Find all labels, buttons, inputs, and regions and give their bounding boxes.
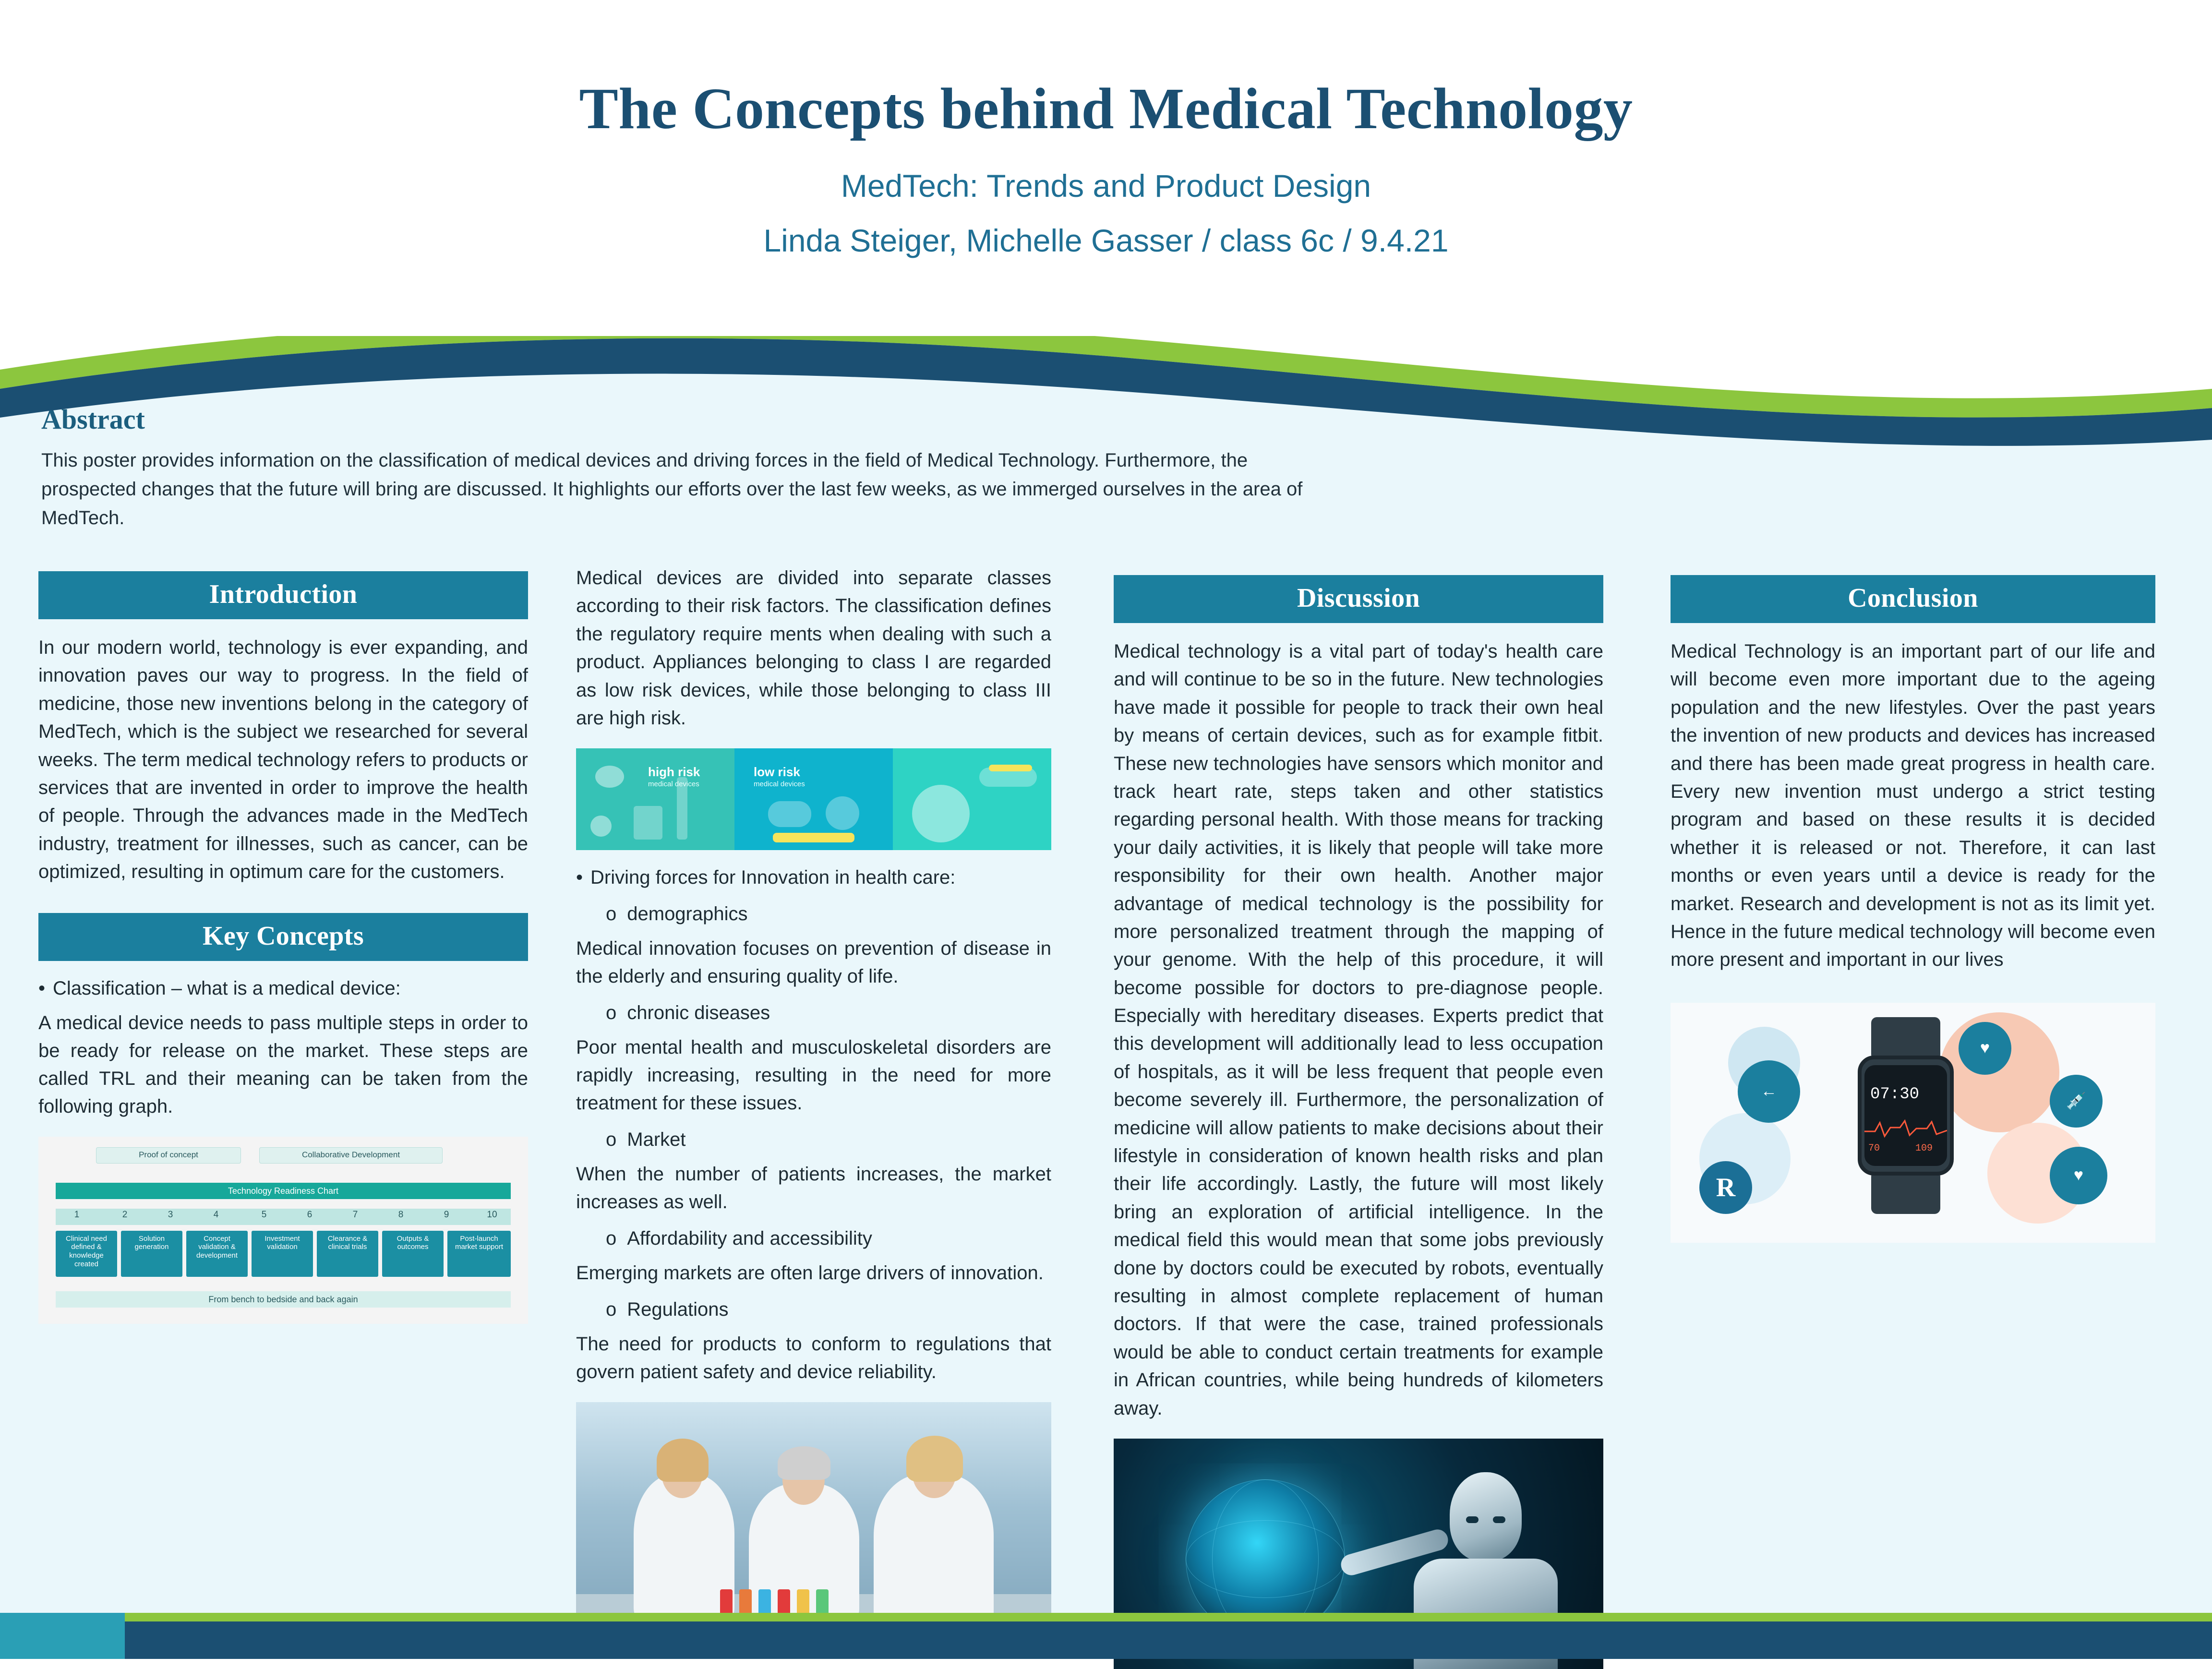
yellow-bar-decor (773, 833, 854, 842)
driving-force-label-1: chronic diseases (627, 1002, 770, 1024)
abstract-section (41, 403, 1337, 532)
risk-caption-high: medical devices (648, 780, 699, 789)
trl-number-6: 7 (352, 1209, 358, 1220)
footer-teal-accent (0, 1613, 125, 1659)
robot-eye-left (1466, 1516, 1479, 1523)
trl-footer-label: From bench to bedside and back again (56, 1291, 511, 1308)
globe-gridline-equator (1186, 1520, 1345, 1598)
yellow-tag-decor (989, 765, 1032, 771)
robot-eye-right (1493, 1516, 1505, 1523)
risk-label-high: high risk (648, 765, 700, 780)
robot-head (1450, 1472, 1522, 1561)
watch-strap-top (1871, 1017, 1940, 1060)
bullet-dot-icon: • (38, 977, 46, 999)
scientist-center-hair (778, 1446, 830, 1480)
trl-number-7: 8 (398, 1209, 404, 1220)
driving-forces-bullet (576, 864, 1051, 891)
abstract-heading: Abstract (41, 404, 145, 435)
smartwatch-medtech-collage (1671, 1003, 2155, 1243)
circle-bullet-icon: o (606, 903, 617, 925)
syringe-icon: 💉 (2050, 1075, 2103, 1128)
watch-metric-left: 70 (1868, 1142, 1880, 1154)
trl-number-3: 4 (213, 1209, 219, 1220)
circle-bullet-icon: o (606, 1129, 617, 1151)
trl-stage-3: Investment validation (252, 1231, 313, 1277)
trl-stage-2: Concept validation & development (186, 1231, 248, 1277)
driving-forces-label: Driving forces for Innovation in health care: (590, 867, 956, 889)
trl-stage-0: Clinical need defined & knowledge created (56, 1231, 117, 1277)
driving-force-text-1: Poor mental health and musculoskeletal disorders are rapidly increasing, resulting in the need for more treatment for these issues. (576, 1037, 1051, 1114)
driving-force-label-3: Affordability and accessibility (627, 1228, 872, 1249)
discussion-heading: Discussion (1114, 575, 1603, 623)
trl-stage-1: Solution generation (121, 1231, 182, 1277)
column-four (1671, 571, 2155, 1243)
driving-force-item-4 (576, 1296, 1051, 1323)
scientist-left-hair (657, 1439, 709, 1482)
discussion-text: Medical technology is a vital part of today's health care and will continue to be so in the future. New technologies have made it possible for people to track their own heal by means of certain devices, such as for example fitbit. These new technologies have sensors which monitor and track heart rate, steps taken and other statistics regarding personal health. With those means for tracking your daily activities, it is likely that people will take more responsibility for their own health. Another major advantage of medical technology is the possibility for more personalized treatment through the mapping of your genome. With the help of this procedure, it will become possible for doctors to pre-diagnose people. Especially with hereditary diseases. Experts predict that this development will additionally lead to less occupation of hospitals, as it will be less frequent that people even become severely ill. Furthermore, the personalization of medicine will allow patients to make decisions about their lifestyle in consideration of known health risks and plan their life accordingly. Lastly, the future will most likely bring an exploration of artificial intelligence. In the medical field this would mean that some jobs previously done by doctors could be executed by robots, eventually resulting in almost complete replacement of human doctors. If that were the case, trained professionals would be able to conduct certain treatments for example in African countries, while being hundreds of kilometers away. (1114, 641, 1603, 1419)
trl-number-5: 6 (307, 1209, 313, 1220)
circle-bullet-icon: o (606, 1299, 617, 1321)
abstract-text: This poster provides information on the classification of medical devices and driving forces in the field of Medical Technology. Furthermore, the prospected changes that the future will bring are discussed. It highlights our efforts over the last few weeks, as we immerged ourselves in the area of MedTech. (41, 450, 1303, 528)
key-concepts-bullet (38, 974, 528, 1002)
risk-label-low: low risk (754, 765, 800, 780)
driving-force-item-3 (576, 1225, 1051, 1252)
trl-number-8: 9 (444, 1209, 449, 1220)
scientist-right-hair (906, 1436, 963, 1482)
trl-pill-1: Collaborative Development (259, 1147, 443, 1164)
poster-header (0, 0, 2212, 336)
heartbeat-icon: ♥ (1959, 1022, 2011, 1075)
laboratory-researchers-photo (576, 1402, 1051, 1637)
lab-photo-figure (576, 1402, 1051, 1637)
introduction-heading: Introduction (38, 571, 528, 619)
introduction-text: In our modern world, technology is ever expanding, and innovation paves our way to progress. In the field of medicine, those new inventions belong in the category of MedTech, which is the subject we researched for several weeks. The term medical technology refers to products or services that are invented in order to improve the health of people. Through the advances made in the MedTech industry, treatment for illnesses, such as cancer, can be optimized, resulting in optimum care for the customers. (38, 637, 528, 883)
watch-ecg-graph (1864, 1117, 1947, 1138)
watch-metric-right: 109 (1915, 1142, 1933, 1154)
circle-bullet-icon: o (606, 1002, 617, 1024)
poster-footer-bar (0, 1613, 2212, 1659)
prescription-rx-icon: R (1699, 1161, 1752, 1214)
trl-stage-4: Clearance & clinical trials (317, 1231, 378, 1277)
conclusion-heading: Conclusion (1671, 575, 2155, 623)
column-two (576, 564, 1051, 1637)
arrow-left-icon: ← (1738, 1060, 1800, 1123)
trl-figure (38, 1137, 528, 1324)
driving-force-text-0: Medical innovation focuses on prevention of disease in the elderly and ensuring quality of life. (576, 938, 1051, 987)
driving-force-label-2: Market (627, 1129, 686, 1151)
page-title: The Concepts behind Medical Technology (579, 76, 1633, 141)
classification-text: Medical devices are divided into separate classes according to their risk factors. The classification defines the regulatory require ments when dealing with such a product. Appliances belonging to class I are regarded as low risk devices, while those belonging to class III are high risk. (576, 567, 1051, 729)
key-concepts-bullet-label: Classification – what is a medical device: (53, 977, 401, 999)
trl-band-label: Technology Readiness Chart (56, 1183, 511, 1199)
circle-bullet-icon: o (606, 1228, 617, 1249)
trl-number-9: 10 (487, 1209, 497, 1220)
trl-number-0: 1 (74, 1209, 80, 1220)
driving-force-text-4: The need for products to conform to regulations that govern patient safety and device reliability. (576, 1333, 1051, 1383)
footer-green-stripe (0, 1613, 2212, 1621)
technology-readiness-chart (38, 1137, 528, 1324)
driving-force-item-2 (576, 1126, 1051, 1153)
trl-number-2: 3 (168, 1209, 173, 1220)
driving-force-item-1 (576, 999, 1051, 1027)
driving-force-text-2: When the number of patients increases, the market increases as well. (576, 1164, 1051, 1213)
driving-force-item-0 (576, 900, 1051, 928)
trl-number-1: 2 (122, 1209, 128, 1220)
driving-force-label-4: Regulations (627, 1299, 729, 1321)
stethoscope-icon (826, 796, 859, 830)
trl-stage-5: Outputs & outcomes (382, 1231, 444, 1277)
device-risk-classes-illustration (576, 748, 1051, 850)
watch-strap-bottom (1871, 1171, 1940, 1214)
column-one (38, 571, 528, 1324)
syringe-icon (768, 801, 811, 827)
bullet-dot-icon: • (576, 867, 583, 889)
driving-force-label-0: demographics (627, 903, 748, 925)
poster-authors: Linda Steiger, Michelle Gasser / class 6c / 9.4.21 (763, 223, 1449, 259)
key-concepts-text: A medical device needs to pass multiple steps in order to be ready for release on the market. These steps are called TRL and their meaning can be taken from the following graph. (38, 1012, 528, 1117)
driving-force-text-3: Emerging markets are often large drivers of innovation. (576, 1262, 1044, 1284)
column-three (1114, 571, 1603, 1669)
risk-caption-low: medical devices (754, 780, 805, 789)
poster-subtitle: MedTech: Trends and Product Design (841, 168, 1371, 204)
glove-circle-icon (912, 785, 970, 842)
risk-classes-figure (576, 748, 1051, 850)
watch-time-display: 07:30 (1870, 1085, 1920, 1104)
trl-pill-0: Proof of concept (96, 1147, 241, 1164)
trl-stage-6: Post-launch market support (447, 1231, 511, 1277)
conclusion-text: Medical Technology is an important part of our life and will become even more important due to the ageing population and the new lifestyles. Over the past years the invention of new products and devices has increased and there has been made great progress in health care. Every new invention must undergo a strict testing program and based on these results it is decided whether it is released or not. Therefore, it can last months or even years until a device is ready for the market. Research and development is not as its limit yet. Hence in the future medical technology will become even more present and important in our lives (1671, 641, 2155, 971)
trl-number-4: 5 (261, 1209, 267, 1220)
heart-pulse-icon: ♥ (2050, 1147, 2107, 1204)
device-chip-icon (634, 806, 662, 840)
watch-figure (1671, 1003, 2155, 1243)
key-concepts-heading: Key Concepts (38, 913, 528, 961)
